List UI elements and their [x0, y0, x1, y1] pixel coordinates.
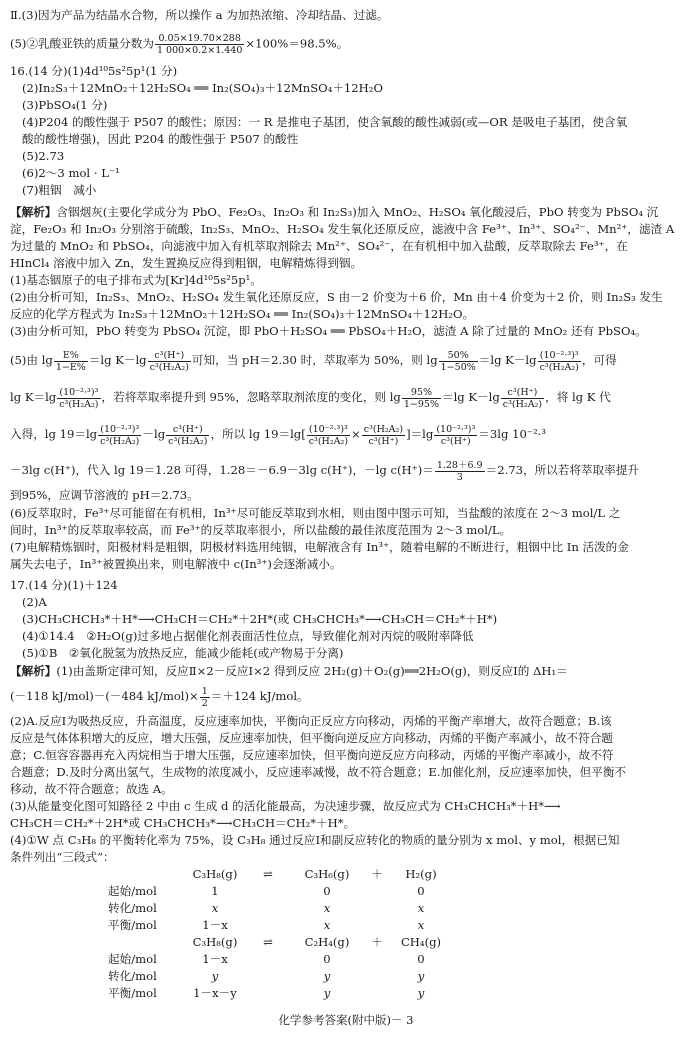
text-line: (3)由分析可知，PbO 转变为 PbSO₄ 沉淀，即 PbO＋H₂SO₄ ══ PbSO₄＋H₂O，滤渣 A 除了过量的 MnO₂ 还有 PbSO₄。 — [10, 324, 647, 338]
text-line: (2)A.反应Ⅰ为吸热反应，升高温度，反应速率加快，平衡向正反应方向移动，丙烯的平衡产率增大，故符合题意；B.该 — [10, 714, 612, 728]
text-line: (5)2.73 — [22, 149, 65, 163]
text-line: (5)①B ②氧化脱氢为放热反应，能减少能耗(或产物易于分离) — [22, 646, 344, 660]
page-footer: 化学参考答案(附中版)－ 3 — [278, 1013, 414, 1027]
text-line: CH₃CH＝CH₂*＋2H*或 CH₃CHCH₃*⟶CH₃CH＝CH₂*＋H*。 — [10, 816, 356, 830]
text-line: 反应是气体体积增大的反应，增大压强，反应速率加快，但平衡向逆反应方向移动，丙烯的平衡产率减小，故不符合题 — [10, 731, 613, 745]
text-line: (－118 kJ/mol)－(－484 kJ/mol)× $\frac{1}{2}$ ＝＋124 kJ/mol。 — [10, 685, 309, 709]
text-line: 反应的化学方程式为 In₂S₃＋12MnO₂＋12H₂SO₄ ══ In₂(SO₄)₃＋12MnSO₄＋12H₂O。 — [10, 307, 475, 321]
text-line: (5)②乳酸亚铁的质量分数为 $\frac{0.05\times 19.70\times 288}{1 000\times 0.2\times 1.440}$ ×100%＝98.5%。 — [10, 33, 349, 56]
text-line: (7)粗铟 减小 — [22, 183, 97, 197]
text-line: (4)①W 点 C₃H₈ 的平衡转化率为 75%，设 C₃H₈ 通过反应Ⅰ和副反应转化的物质的量分别为 x mol、y mol，根据已知 — [10, 833, 620, 847]
text-line: (1)基态铟原子的电子排布式为[Kr]4d¹⁰5s²5p¹。 — [10, 273, 262, 287]
text-line: 17.(14 分)(1)＋124 — [10, 578, 118, 592]
text-line: (3)从能量变化图可知路径 2 中由 c 生成 d 的活化能最高，为决速步骤，故反应式为 CH₃CHCH₃*＋H*⟶ — [10, 799, 561, 813]
text-line: 条件列出“三段式”： — [10, 850, 115, 864]
text-line: (4)P204 的酸性强于 P507 的酸性；原因：一 R 是推电子基团，使含氧酸的酸性减弱(或—OR 是吸电子基团，使含氧 — [22, 115, 628, 129]
text-line: lg K＝lg $\frac{\text{(10⁻²·³)³}}{\text{c³(H₂A₂)}}$ ，若将萃取率提升到 95%，忽略萃取剂浓度的变化，则 lg $\frac{95\%}{1-95\%}$ ＝lg K－lg $\frac{\text{c³(H⁺)}}{\text{c³(H₂A₂)}}$ ，将 lg K 代 — [10, 386, 611, 410]
text-line: HInCl₄ 溶液中加入 Zn，发生置换反应得到粗铟，电解精炼得到铟。 — [10, 256, 363, 270]
text-line: (3)PbSO₄(1 分) — [22, 98, 108, 112]
text-line: 间时，In³⁺的反萃取率较高，而 Fe³⁺的反萃取率很小，所以盐酸的最佳浓度范围为 2～3 mol/L。 — [10, 523, 512, 537]
text-line: 【解析】(1)由盖斯定律可知，反应Ⅱ×2－反应Ⅰ×2 得到反应 2H₂(g)＋O₂(g)══2H₂O(g)，则反应Ⅰ的 ΔH₁＝ — [10, 664, 568, 678]
text-line: 合题意；D.及时分离出氢气，生成物的浓度减小，反应速率减慢，故不符合题意；E.加催化剂，反应速率加快，但平衡不 — [10, 765, 627, 779]
text-line: 到95%，应调节溶液的 pH＝2.73。 — [10, 488, 199, 502]
text-line: (4)①14.4 ②H₂O(g)过多地占据催化剂表面活性位点，导致催化剂对丙烷的吸附率降低 — [22, 629, 474, 643]
analysis-label: 【解析】 — [10, 205, 57, 219]
text-line: －3lg c(H⁺)，代入 lg 19＝1.28 可得，1.28＝－6.9－3lg c(H⁺)，－lg c(H⁺)＝ $\frac{1.28+6.9}{3}$ ＝2.73，所以若将萃取率提升 — [10, 459, 639, 483]
text-line: 入得，lg 19＝lg $\frac{\text{(10⁻²·³)³}}{\text{c³(H₂A₂)}}$ －lg $\frac{\text{c³(H⁺)}}{\text{c³(H₂A₂)}}$ ，所以 lg 19＝lg[ $\frac{\text{(10⁻²·³)³}}{\text{c³(H₂A₂)}}$ × $\frac{\text{c³(H₂A₂)}}{\text{c³(H⁺)}}$ ]＝lg $\frac{\text{(10⁻²·³)³}}{\text{c³(H⁺)}}$ ＝3lg 10⁻²·³ — [10, 423, 546, 447]
ice-table-1: C₃H₈(g) ⇌ C₃H₆(g) ＋ H₂(g) 起始/mol 1 0 0 转化/mol x x x 平衡/mol 1－x x x — [108, 867, 437, 932]
text-line: (7)电解精炼铟时，阳极材料是粗铟，阴极材料选用纯铟，电解液含有 In³⁺，随着电解的不断进行，粗铟中比 In 活泼的金 — [10, 540, 629, 554]
text-line: (5)由 lg $\frac{E\%}{1-E\%}$ ＝lg K－lg $\frac{\text{c³(H⁺)}}{\text{c³(H₂A₂)}}$ 可知，当 pH＝2.30 时，萃取率为 50%，则 lg $\frac{50\%}{1-50\%}$ ＝lg K－lg $\frac{\text{(10⁻²·³)³}}{\text{c³(H₂A₂)}}$ ，可得 — [10, 349, 617, 373]
text-line: (2)A — [22, 595, 47, 609]
text-line: 移动，故不符合题意；故选 A。 — [10, 782, 173, 796]
analysis-label: 【解析】 — [10, 664, 57, 678]
text-line: (6)反萃取时，Fe³⁺尽可能留在有机相，In³⁺尽可能反萃取到水相，则由图中图示可知，当盐酸的浓度在 2～3 mol/L 之 — [10, 506, 621, 520]
text-line: 为过量的 MnO₂ 和 PbSO₄，向滤液中加入有机萃取剂除去 Mn²⁺、SO₄²⁻，在有机相中加入盐酸，反萃取除去 Fe³⁺，在 — [10, 239, 628, 253]
text-line: (3)CH₃CHCH₃*＋H*⟶CH₃CH＝CH₂*＋2H*(或 CH₃CHCH₃*⟶CH₃CH＝CH₂*＋H*) — [22, 612, 498, 626]
text-line: (2)In₂S₃＋12MnO₂＋12H₂SO₄ ══ In₂(SO₄)₃＋12MnSO₄＋12H₂O — [22, 81, 383, 95]
ice-table-2: C₃H₈(g) ⇌ C₂H₄(g) ＋ CH₄(g) 起始/mol 1－x 0 0 转化/mol y y y 平衡/mol 1－x－y y y — [108, 935, 442, 1000]
text-line: 16.(14 分)(1)4d¹⁰5s²5p¹(1 分) — [10, 64, 178, 78]
text-line: 酸的酸性增强)，因此 P204 的酸性强于 P507 的酸性 — [22, 132, 299, 146]
text-line: 淀，Fe₂O₃ 和 In₂O₃ 分别溶于硫酸，In₂S₃、MnO₂、H₂SO₄ 发生氧化还原反应，滤液中含 Fe³⁺、In³⁺、SO₄²⁻、Mn²⁺，滤渣 A — [10, 222, 675, 236]
text-line: 属失去电子，In³⁺被置换出来，则电解液中 c(In³⁺)会逐渐减小。 — [10, 557, 342, 571]
text-line: 意；C.恒容容器再充入丙烷相当于增大压强，反应速率加快，但平衡向逆反应方向移动，丙烯的平衡产率减小，故不符 — [10, 748, 614, 762]
fraction: $\frac{0.05\times 19.70\times 288}{1 000\times 0.2\times 1.440}$ — [156, 33, 243, 56]
text-line: Ⅱ.(3)因为产品为结晶水合物，所以操作 a 为加热浓缩、冷却结晶、过滤。 — [10, 8, 389, 22]
text-line: (6)2～3 mol · L⁻¹ — [22, 166, 120, 180]
text-line: (2)由分析可知，In₂S₃、MnO₂、H₂SO₄ 发生氧化还原反应，S 由－2 价变为＋6 价，Mn 由＋4 价变为＋2 价，则 In₂S₃ 发生 — [10, 290, 663, 304]
text-line: 【解析】含铟烟灰(主要化学成分为 PbO、Fe₂O₃、In₂O₃ 和 In₂S₃)加入 MnO₂、H₂SO₄ 氧化酸浸后，PbO 转变为 PbSO₄ 沉 — [10, 205, 659, 219]
